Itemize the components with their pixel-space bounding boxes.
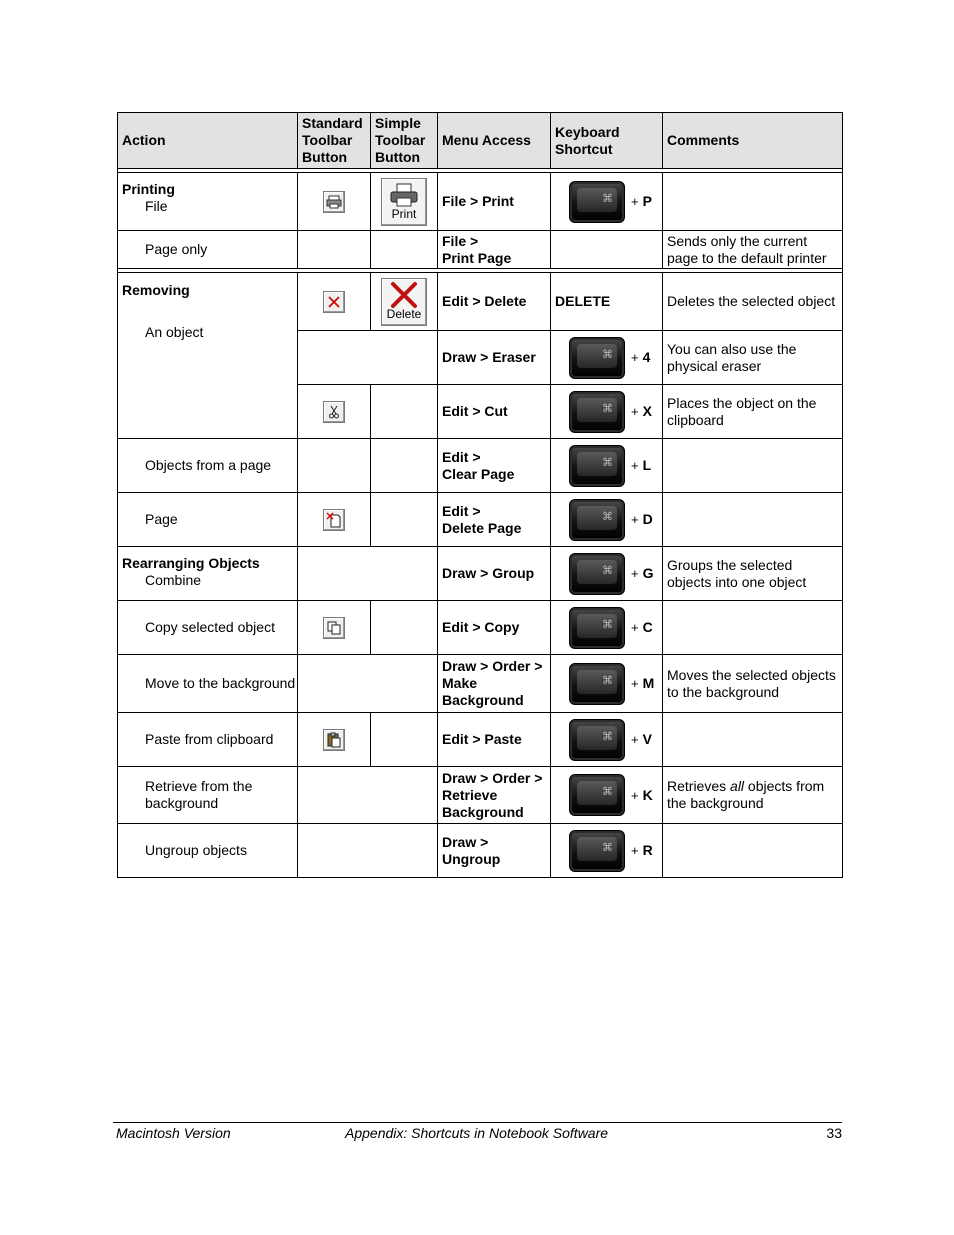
menu-access: Draw > Order > Make Background [438, 655, 551, 713]
footer-left: Macintosh Version [116, 1125, 231, 1141]
command-key-icon: ⌘ [569, 830, 625, 872]
command-key-icon: ⌘ [569, 774, 625, 816]
comment: You can also use the physical eraser [663, 331, 843, 385]
action-label: Copy selected object [118, 601, 298, 655]
comment: Groups the selected objects into one object [663, 547, 843, 601]
table-row: Page Edit > Delete Page ⌘ + D [118, 493, 843, 547]
col-standard: Standard Toolbar Button [298, 113, 371, 169]
copy-icon[interactable] [323, 617, 345, 639]
header-row [118, 113, 843, 169]
action-label: An object [145, 324, 204, 340]
action-label: Combine [145, 572, 202, 588]
comment: Deletes the selected object [663, 273, 843, 331]
table-row: Retrieve from the background Draw > Order > Retrieve Background ⌘ + K Retrieves all objects from the background [118, 767, 843, 824]
shortcut-key: M [642, 675, 655, 691]
shortcut-key: C [642, 619, 653, 635]
menu-access: Edit > Delete [438, 273, 551, 331]
comment: Retrieves all objects from the background [663, 767, 843, 824]
table-row: Edit > Cut ⌘ + X Places the object on the clipboard [118, 385, 843, 439]
comment: Places the object on the clipboard [663, 385, 843, 439]
paste-icon[interactable] [323, 729, 345, 751]
action-label: Retrieve from the background [118, 767, 298, 824]
action-label: Move to the background [118, 655, 298, 713]
col-comments: Comments [663, 113, 843, 169]
shortcut-key: L [642, 457, 652, 473]
scissors-icon[interactable] [323, 401, 345, 423]
table-row [118, 231, 843, 269]
menu-access: File > Print Page [438, 231, 551, 269]
group-label: Printing [122, 181, 175, 197]
shortcut-key: D [642, 511, 653, 527]
menu-access: Edit > Clear Page [438, 439, 551, 493]
table-row: Copy selected object Edit > Copy ⌘ + C [118, 601, 843, 655]
menu-access: Edit > Cut [438, 385, 551, 439]
command-key-icon: ⌘ [569, 663, 625, 705]
command-key-icon: ⌘ [569, 181, 625, 223]
comment [663, 173, 843, 231]
delete-button-label: Delete [386, 306, 422, 321]
command-key-icon: ⌘ [569, 607, 625, 649]
shortcut-key: 4 [642, 349, 651, 365]
action-label: Ungroup objects [118, 824, 298, 878]
delete-page-icon[interactable] [323, 509, 345, 531]
menu-access: Draw > Ungroup [438, 824, 551, 878]
page-number: 33 [826, 1125, 842, 1141]
group-label: Removing [122, 282, 190, 298]
col-simple: Simple Toolbar Button [371, 113, 438, 169]
footer-rule [113, 1122, 842, 1123]
col-action: Action [118, 113, 298, 169]
table-row: Draw > Eraser ⌘ + 4 You can also use the physical eraser [118, 331, 843, 385]
printer-icon [389, 182, 419, 208]
shortcut-key: DELETE [551, 273, 663, 331]
action-label: File [145, 198, 168, 214]
shortcut-key: X [642, 403, 652, 419]
shortcut-key: R [642, 842, 653, 858]
col-keyboard: Keyboard Shortcut [551, 113, 663, 169]
comment: Sends only the current page to the default printer [663, 231, 843, 269]
table-row: Paste from clipboard Edit > Paste ⌘ + V [118, 713, 843, 767]
menu-access: File > Print [438, 173, 551, 231]
red-x-icon [389, 281, 419, 309]
menu-access: Edit > Delete Page [438, 493, 551, 547]
command-key-icon: ⌘ [569, 499, 625, 541]
print-icon[interactable] [323, 191, 345, 213]
action-label: Objects from a page [118, 439, 298, 493]
command-key-icon: ⌘ [569, 719, 625, 761]
command-key-icon: ⌘ [569, 337, 625, 379]
delete-icon[interactable] [323, 291, 345, 313]
action-label: Page [118, 493, 298, 547]
shortcuts-table [117, 112, 843, 878]
table-row: Objects from a page Edit > Clear Page ⌘ + L [118, 439, 843, 493]
menu-access: Edit > Copy [438, 601, 551, 655]
shortcut-key: P [642, 193, 652, 209]
table-row: Ungroup objects Draw > Ungroup ⌘ + R [118, 824, 843, 878]
table-row: Rearranging Objects Combine Draw > Group ⌘ + G Groups the selected objects into one object [118, 547, 843, 601]
command-key-icon: ⌘ [569, 391, 625, 433]
col-menu: Menu Access [438, 113, 551, 169]
table-row: Move to the background Draw > Order > Make Background ⌘ + M Moves the selected objects to the background [118, 655, 843, 713]
shortcut-key: K [642, 786, 653, 803]
footer-center: Appendix: Shortcuts in Notebook Software [345, 1125, 609, 1141]
table-row: Printing File Print File > Print ⌘ + P [118, 173, 843, 231]
menu-access: Draw > Eraser [438, 331, 551, 385]
action-label: Paste from clipboard [118, 713, 298, 767]
table-row [118, 273, 843, 331]
comment: Moves the selected objects to the background [663, 655, 843, 713]
print-button-label: Print [391, 206, 417, 221]
shortcut-key: V [642, 731, 652, 747]
action-label: Page only [118, 231, 298, 269]
menu-access: Draw > Group [438, 547, 551, 601]
group-label: Rearranging Objects [122, 555, 260, 571]
print-button[interactable] [381, 178, 427, 226]
command-key-icon: ⌘ [569, 553, 625, 595]
menu-access: Draw > Order > Retrieve Background [438, 767, 551, 824]
shortcut-key: G [642, 565, 654, 581]
delete-button[interactable] [381, 278, 427, 326]
command-key-icon: ⌘ [569, 445, 625, 487]
menu-access: Edit > Paste [438, 713, 551, 767]
